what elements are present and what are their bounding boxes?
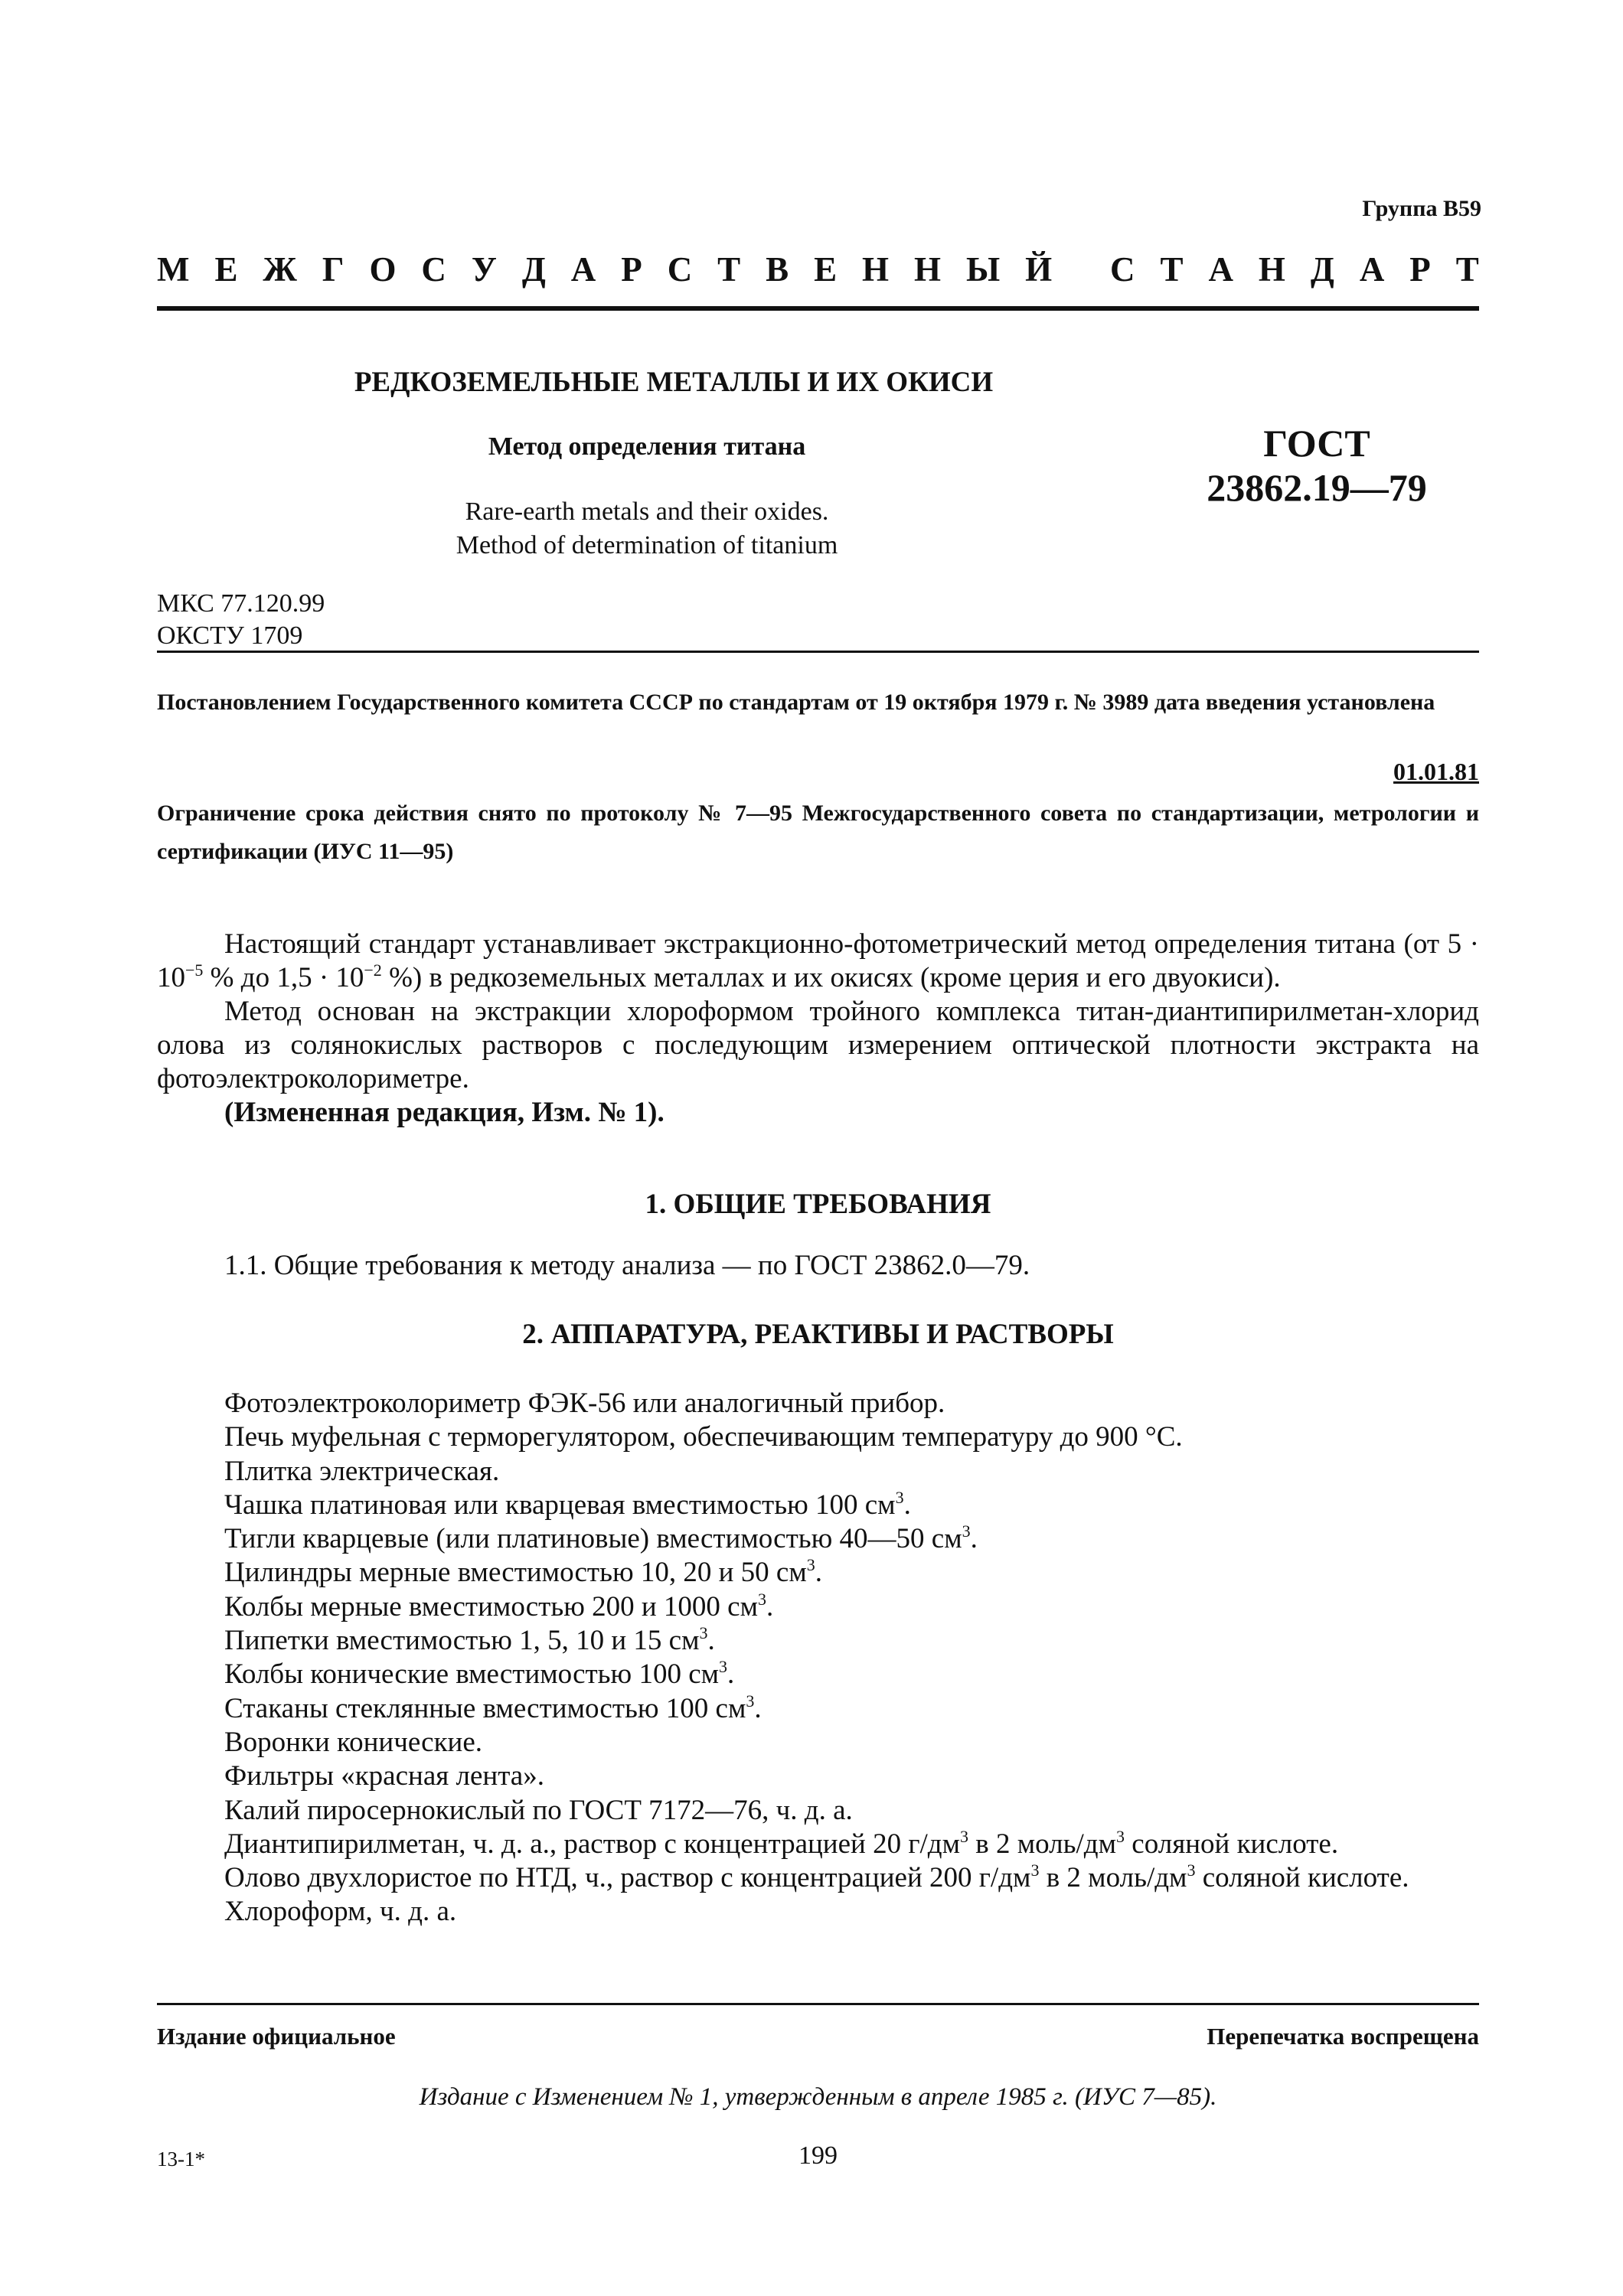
list-item-suffix: .	[766, 1590, 774, 1623]
english-title	[306, 495, 988, 563]
list-item	[157, 1489, 1479, 1522]
banner-letter: Т	[1160, 250, 1184, 289]
banner-letter: А	[1208, 250, 1233, 289]
gost-designation	[1194, 421, 1439, 510]
list-item	[157, 1556, 1479, 1590]
exponent: 3	[746, 1691, 755, 1711]
list-item-suffix: .	[707, 1625, 715, 1657]
banner-letter: Ы	[965, 250, 1001, 289]
list-item	[157, 1726, 1479, 1760]
banner-letter: С	[1110, 250, 1135, 289]
exponent: 3	[699, 1623, 708, 1643]
exponent: 3	[895, 1487, 904, 1507]
banner-letter: О	[369, 250, 397, 289]
list-item-text: Стаканы стеклянные вместимостью 100 см	[224, 1692, 746, 1724]
banner-letter: С	[421, 250, 446, 289]
classification-codes	[157, 588, 325, 652]
banner-letter: Ж	[263, 250, 297, 289]
amendment-note: (Измененная редакция, Изм. № 1).	[224, 1097, 665, 1128]
banner-gap	[1077, 249, 1085, 289]
sheet-code: 13-1*	[157, 2148, 205, 2170]
list-item-chloroform: Хлороформ, ч. д. а.	[224, 1896, 457, 1928]
intro-paragraph-2: Метод основан на экстракции хлороформом тройного комплекса титан-диантипирилметан-хлорид олова из солянокислых растворов с последующим измерением оптической плотности экстракта на фотоэлектроколориметре.	[157, 996, 1479, 1094]
list-item-suffix: .	[815, 1557, 823, 1589]
list-item-text: Печь муфельная с терморегулятором, обеспечивающим температуру до 900 °С.	[224, 1421, 1183, 1453]
banner-letter: М	[157, 250, 190, 289]
banner-letter: С	[667, 250, 693, 289]
banner-letter: Е	[214, 250, 238, 289]
exponent: 3	[719, 1657, 728, 1677]
tin-part-a: Олово двухлористое по НТД, ч., раствор с концентрацией 200 г/дм	[224, 1862, 1031, 1894]
list-item-text: Пипетки вместимостью 1, 5, 10 и 15 см	[224, 1625, 700, 1657]
decree-text: Постановлением Государственного комитета СССР по стандартам от 19 октября 1979 г. № 3989 дата введения установлена	[157, 690, 1435, 715]
dia-part-c: соляной кислоте.	[1125, 1828, 1339, 1860]
banner-letter: Т	[717, 250, 741, 289]
section-1-text: 1.1. Общие требования к методу анализа — по ГОСТ 23862.0—79.	[224, 1250, 1030, 1281]
dia-part-a: Диантипирилметан, ч. д. а., раствор с концентрацией 20 г/дм	[224, 1828, 961, 1860]
banner-letter: Е	[814, 250, 838, 289]
mks-code: МКС 77.120.99	[157, 589, 325, 618]
limitation-text: Ограничение срока действия снято по протоколу № 7—95 Межгосударственного совета по стандартизации, метрологии и сертификации (ИУС 11—95)	[157, 801, 1479, 864]
banner-letter: Н	[862, 250, 890, 289]
banner-letter: Н	[914, 250, 942, 289]
banner-letter: Г	[322, 250, 345, 289]
banner-letter: Д	[1310, 250, 1334, 289]
list-item-suffix: .	[727, 1658, 735, 1691]
intro-paragraph-1	[157, 928, 1479, 995]
banner-letter: А	[1359, 250, 1385, 289]
list-item	[157, 1590, 1479, 1624]
banner-letter: Р	[621, 250, 642, 289]
section-1-heading: 1. ОБЩИЕ ТРЕБОВАНИЯ	[645, 1189, 991, 1220]
reprint-prohibited-label: Перепечатка воспрещена	[1207, 2023, 1479, 2050]
apparatus-list	[157, 1387, 1479, 1929]
codes-rule	[157, 651, 1479, 653]
list-item	[157, 1624, 1479, 1658]
list-item	[157, 1658, 1479, 1691]
exponent: 3	[1187, 1861, 1196, 1880]
gost-number: 23862.19—79	[1207, 466, 1427, 509]
intro-p1-part-b: % до 1,5 · 10	[203, 962, 364, 993]
list-item-text: Цилиндры мерные вместимостью 10, 20 и 50 см	[224, 1557, 807, 1589]
dia-part-b: в 2 моль/дм	[968, 1828, 1117, 1860]
list-item	[157, 1794, 1479, 1828]
okstu-code: ОКСТУ 1709	[157, 621, 303, 650]
list-item-tin-chloride	[157, 1861, 1479, 1895]
gost-label: ГОСТ	[1263, 422, 1370, 465]
exponent: 3	[757, 1589, 766, 1609]
banner-letter: Д	[521, 250, 546, 289]
exponent: −2	[364, 960, 382, 980]
list-item-suffix: .	[903, 1489, 911, 1521]
list-item	[157, 1760, 1479, 1793]
apparatus-items	[157, 1387, 1479, 1828]
banner-letter: Т	[1455, 250, 1479, 289]
exponent: 3	[962, 1521, 971, 1541]
list-item-diantipyrylmethane	[157, 1828, 1479, 1861]
list-item-suffix: .	[970, 1523, 978, 1555]
english-title-line2: Method of determination of titanium	[456, 531, 838, 559]
intro-p1-part-c: %) в редкоземельных металлах и их окисях (кроме церия и его двуокиси).	[381, 962, 1281, 993]
list-item	[157, 1420, 1479, 1454]
document-subtitle: Метод определения титана	[488, 432, 806, 461]
list-item-text: Калий пиросернокислый по ГОСТ 7172—76, ч. д. а.	[224, 1794, 853, 1826]
official-edition-label: Издание официальное	[157, 2023, 396, 2050]
list-item-suffix: .	[754, 1692, 762, 1724]
banner-letter: Р	[1409, 250, 1431, 289]
list-item-text: Плитка электрическая.	[224, 1455, 500, 1487]
document-title: РЕДКОЗЕМЕЛЬНЫЕ МЕТАЛЛЫ И ИХ ОКИСИ	[354, 367, 994, 398]
exponent: 3	[806, 1555, 815, 1575]
exponent: 3	[1116, 1826, 1125, 1846]
header-rule	[157, 306, 1479, 311]
footer-rule	[157, 2003, 1479, 2005]
list-item	[157, 1692, 1479, 1726]
exponent: 3	[960, 1826, 969, 1846]
banner-letter: Н	[1258, 250, 1285, 289]
tin-part-c: соляной кислоте.	[1195, 1862, 1409, 1894]
list-item	[157, 1522, 1479, 1556]
standard-banner	[157, 249, 1479, 289]
effective-date: 01.01.81	[1393, 758, 1479, 785]
list-item-text: Воронки конические.	[224, 1726, 483, 1758]
intro-section	[157, 928, 1479, 1130]
banner-letter: А	[570, 250, 596, 289]
exponent: 3	[1030, 1861, 1040, 1880]
list-item-text: Фотоэлектроколориметр ФЭК-56 или аналогичный прибор.	[224, 1388, 945, 1419]
exponent: −5	[185, 960, 204, 980]
english-title-line1: Rare-earth metals and their oxides.	[465, 497, 829, 526]
page-number: 199	[798, 2141, 838, 2170]
tin-part-b: в 2 моль/дм	[1039, 1862, 1187, 1894]
list-item	[157, 1387, 1479, 1420]
group-code: Группа В59	[1362, 196, 1481, 221]
banner-letter: Й	[1025, 250, 1053, 289]
list-item-text: Колбы мерные вместимостью 200 и 1000 см	[224, 1590, 758, 1623]
section-2-heading: 2. АППАРАТУРА, РЕАКТИВЫ И РАСТВОРЫ	[522, 1319, 1114, 1350]
list-item-text: Фильтры «красная лента».	[224, 1760, 544, 1792]
banner-letter: У	[471, 250, 497, 289]
list-item-text: Тигли кварцевые (или платиновые) вместимостью 40—50 см	[224, 1523, 962, 1555]
list-item-text: Колбы конические вместимостью 100 см	[224, 1658, 720, 1691]
edition-note: Издание с Изменением № 1, утвержденным в апреле 1985 г. (ИУС 7—85).	[419, 2083, 1217, 2111]
list-item-text: Чашка платиновая или кварцевая вместимостью 100 см	[224, 1489, 896, 1521]
intro-p1-part-a: Настоящий стандарт устанавливает экстракционно-фотометрический метод определения титана (от 5 · 10	[157, 928, 1479, 993]
list-item	[157, 1455, 1479, 1489]
banner-letter: В	[766, 250, 789, 289]
